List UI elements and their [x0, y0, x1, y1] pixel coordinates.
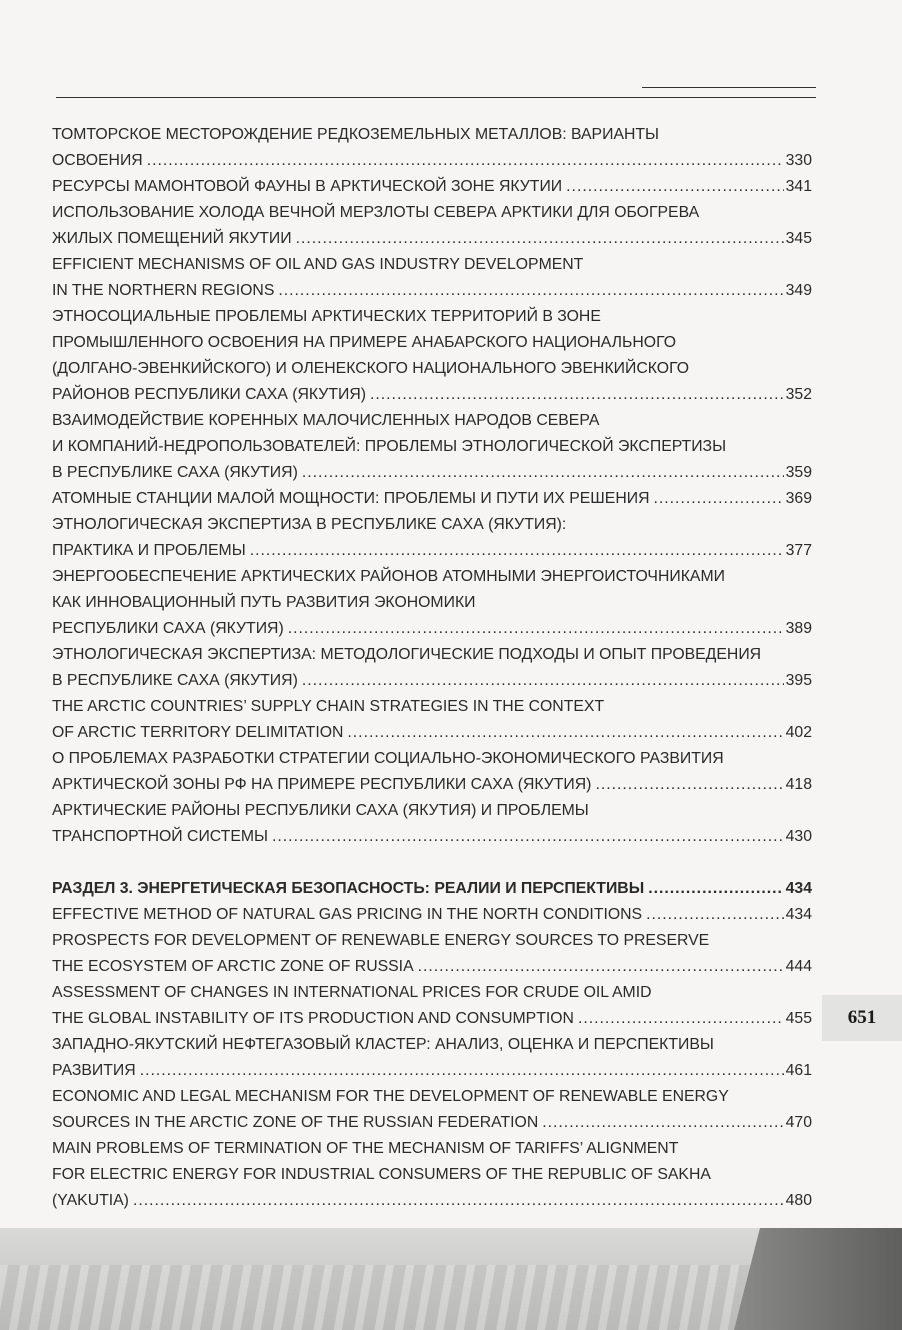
toc-page-number: 345	[785, 230, 812, 247]
toc-entry-title: ТОМТОРСКОЕ МЕСТОРОЖДЕНИЕ РЕДКОЗЕМЕЛЬНЫХ МЕТАЛЛОВ: ВАРИАНТЫ	[52, 126, 660, 143]
dot-leader	[542, 1110, 783, 1136]
toc-entry-continuation	[52, 694, 812, 720]
dot-leader	[646, 902, 784, 928]
toc-entry-title: РЕСУРСЫ МАМОНТОВОЙ ФАУНЫ В АРКТИЧЕСКОЙ ЗОНЕ ЯКУТИИ	[52, 178, 563, 195]
toc-entry	[52, 174, 812, 200]
toc-entry-title: ПРОМЫШЛЕННОГО ОСВОЕНИЯ НА ПРИМЕРЕ АНАБАРСКОГО НАЦИОНАЛЬНОГО	[52, 334, 677, 351]
toc-entry-title: THE ARCTIC COUNTRIES’ SUPPLY CHAIN STRATEGIES IN THE CONTEXT	[52, 698, 605, 715]
toc-page-number: 402	[785, 724, 812, 741]
toc-entry-title: ЭТНОСОЦИАЛЬНЫЕ ПРОБЛЕМЫ АРКТИЧЕСКИХ ТЕРРИТОРИЙ В ЗОНЕ	[52, 308, 601, 325]
toc-entry-title: РАЗВИТИЯ	[52, 1062, 136, 1079]
toc-entry-continuation	[52, 642, 812, 668]
toc-entry-title: И КОМПАНИЙ-НЕДРОПОЛЬЗОВАТЕЛЕЙ: ПРОБЛЕМЫ ЭТНОЛОГИЧЕСКОЙ ЭКСПЕРТИЗЫ	[52, 438, 727, 455]
toc-entry-continuation	[52, 1162, 812, 1188]
toc-entry-continuation	[52, 122, 812, 148]
toc-entry	[52, 1188, 812, 1214]
toc-entry	[52, 460, 812, 486]
toc-entry-continuation	[52, 200, 812, 226]
toc-entry-title: EFFICIENT MECHANISMS OF OIL AND GAS INDUSTRY DEVELOPMENT	[52, 256, 584, 273]
toc-entry-title: ЗАПАДНО-ЯКУТСКИЙ НЕФТЕГАЗОВЫЙ КЛАСТЕР: АНАЛИЗ, ОЦЕНКА И ПЕРСПЕКТИВЫ	[52, 1036, 714, 1053]
dot-leader	[272, 824, 784, 850]
toc-entry-title: (ДОЛГАНО-ЭВЕНКИЙСКОГО) И ОЛЕНЕКСКОГО НАЦИОНАЛЬНОГО ЭВЕНКИЙСКОГО	[52, 360, 690, 377]
toc-entry-title: РАЙОНОВ РЕСПУБЛИКИ САХА (ЯКУТИЯ)	[52, 386, 366, 403]
toc-entry-title: SOURCES IN THE ARCTIC ZONE OF THE RUSSIAN FEDERATION	[52, 1114, 539, 1131]
toc-entry	[52, 668, 812, 694]
dot-leader	[595, 772, 783, 798]
toc-entry-continuation	[52, 330, 812, 356]
toc-page-number: 389	[785, 620, 812, 637]
toc-entry	[52, 1110, 812, 1136]
toc-entry-continuation	[52, 798, 812, 824]
toc-entry-title: ЭТНОЛОГИЧЕСКАЯ ЭКСПЕРТИЗА: МЕТОДОЛОГИЧЕСКИЕ ПОДХОДЫ И ОПЫТ ПРОВЕДЕНИЯ	[52, 646, 762, 663]
dot-leader	[296, 226, 784, 252]
toc-page-number: 377	[785, 542, 812, 559]
toc-entry-title: ОСВОЕНИЯ	[52, 152, 143, 169]
toc-entry-title: FOR ELECTRIC ENERGY FOR INDUSTRIAL CONSUMERS OF THE REPUBLIC OF SAKHA	[52, 1166, 711, 1183]
table-of-contents	[52, 122, 812, 1214]
toc-entry-continuation	[52, 928, 812, 954]
toc-entry-title: ECONOMIC AND LEGAL MECHANISM FOR THE DEVELOPMENT OF RENEWABLE ENERGY	[52, 1088, 729, 1105]
dot-leader	[302, 668, 784, 694]
toc-entry	[52, 382, 812, 408]
toc-page-number: 470	[785, 1114, 812, 1131]
dot-leader	[147, 148, 784, 174]
toc-entry-title: THE ECOSYSTEM OF ARCTIC ZONE OF RUSSIA	[52, 958, 414, 975]
header-rule-short	[642, 87, 816, 88]
toc-page-number: 330	[785, 152, 812, 169]
header-rule	[56, 97, 816, 98]
toc-entry-title: THE GLOBAL INSTABILITY OF ITS PRODUCTION AND CONSUMPTION	[52, 1010, 574, 1027]
toc-entry-title: (YAKUTIA)	[52, 1192, 129, 1209]
toc-page-number: 369	[785, 490, 812, 507]
dot-leader	[370, 382, 784, 408]
toc-entry-title: В РЕСПУБЛИКЕ САХА (ЯКУТИЯ)	[52, 464, 298, 481]
dot-leader	[648, 876, 783, 902]
toc-entry	[52, 616, 812, 642]
toc-entry-continuation	[52, 1084, 812, 1110]
toc-page-number: 444	[785, 958, 812, 975]
toc-page-number: 461	[785, 1062, 812, 1079]
toc-entry-continuation	[52, 590, 812, 616]
toc-entry-title: О ПРОБЛЕМАХ РАЗРАБОТКИ СТРАТЕГИИ СОЦИАЛЬНО-ЭКОНОМИЧЕСКОГО РАЗВИТИЯ	[52, 750, 724, 767]
toc-entry-continuation	[52, 356, 812, 382]
toc-page-number: 434	[785, 880, 812, 897]
toc-entry-title: PROSPECTS FOR DEVELOPMENT OF RENEWABLE ENERGY SOURCES TO PRESERVE	[52, 932, 710, 949]
footer-dark-corner	[734, 1228, 902, 1330]
dot-leader	[347, 720, 783, 746]
dot-leader	[278, 278, 783, 304]
toc-entry-title: ЭНЕРГООБЕСПЕЧЕНИЕ АРКТИЧЕСКИХ РАЙОНОВ АТОМНЫМИ ЭНЕРГОИСТОЧНИКАМИ	[52, 568, 725, 585]
section-gap	[52, 850, 812, 876]
toc-entry	[52, 1058, 812, 1084]
toc-entry-continuation	[52, 252, 812, 278]
toc-page-number: 480	[785, 1192, 812, 1209]
toc-entry-continuation	[52, 1032, 812, 1058]
toc-page-number: 352	[785, 386, 812, 403]
toc-entry-continuation	[52, 304, 812, 330]
toc-entry-title: КАК ИННОВАЦИОННЫЙ ПУТЬ РАЗВИТИЯ ЭКОНОМИКИ	[52, 594, 476, 611]
toc-entry-continuation	[52, 512, 812, 538]
toc-entry	[52, 772, 812, 798]
dot-leader	[250, 538, 784, 564]
dot-leader	[578, 1006, 784, 1032]
toc-entry-continuation	[52, 564, 812, 590]
toc-entry-title: ПРАКТИКА И ПРОБЛЕМЫ	[52, 542, 246, 559]
toc-entry-title: ИСПОЛЬЗОВАНИЕ ХОЛОДА ВЕЧНОЙ МЕРЗЛОТЫ СЕВЕРА АРКТИКИ ДЛЯ ОБОГРЕВА	[52, 204, 700, 221]
toc-entry	[52, 824, 812, 850]
toc-entry-title: АРКТИЧЕСКОЙ ЗОНЫ РФ НА ПРИМЕРЕ РЕСПУБЛИКИ САХА (ЯКУТИЯ)	[52, 776, 592, 793]
toc-entry-continuation	[52, 434, 812, 460]
toc-entry	[52, 902, 812, 928]
dot-leader	[566, 174, 783, 200]
toc-entry-title: РАЗДЕЛ 3. ЭНЕРГЕТИЧЕСКАЯ БЕЗОПАСНОСТЬ: РЕАЛИИ И ПЕРСПЕКТИВЫ	[52, 880, 645, 897]
toc-page-number: 359	[785, 464, 812, 481]
toc-entry-title: ВЗАИМОДЕЙСТВИЕ КОРЕННЫХ МАЛОЧИСЛЕННЫХ НАРОДОВ СЕВЕРА	[52, 412, 600, 429]
toc-entry-title: АРКТИЧЕСКИЕ РАЙОНЫ РЕСПУБЛИКИ САХА (ЯКУТИЯ) И ПРОБЛЕМЫ	[52, 802, 589, 819]
toc-entry-title: АТОМНЫЕ СТАНЦИИ МАЛОЙ МОЩНОСТИ: ПРОБЛЕМЫ И ПУТИ ИХ РЕШЕНИЯ	[52, 490, 650, 507]
toc-entry-continuation	[52, 408, 812, 434]
page-number: 651	[847, 1007, 877, 1028]
toc-entry-title: OF ARCTIC TERRITORY DELIMITATION	[52, 724, 344, 741]
toc-entry	[52, 226, 812, 252]
toc-entry	[52, 278, 812, 304]
toc-entry	[52, 1006, 812, 1032]
dot-leader	[140, 1058, 784, 1084]
toc-entry-title: ТРАНСПОРТНОЙ СИСТЕМЫ	[52, 828, 269, 845]
toc-page-number: 349	[785, 282, 812, 299]
toc-entry-title: MAIN PROBLEMS OF TERMINATION OF THE MECHANISM OF TARIFFS’ ALIGNMENT	[52, 1140, 679, 1157]
toc-entry-continuation	[52, 1136, 812, 1162]
toc-page-number: 434	[785, 906, 812, 923]
toc-entry-title: ЖИЛЫХ ПОМЕЩЕНИЙ ЯКУТИИ	[52, 230, 292, 247]
toc-entry-title: РЕСПУБЛИКИ САХА (ЯКУТИЯ)	[52, 620, 284, 637]
toc-section-heading	[52, 876, 812, 902]
toc-entry	[52, 486, 812, 512]
toc-entry-title: ЭТНОЛОГИЧЕСКАЯ ЭКСПЕРТИЗА В РЕСПУБЛИКЕ САХА (ЯКУТИЯ):	[52, 516, 567, 533]
toc-page-number: 341	[785, 178, 812, 195]
dot-leader	[418, 954, 784, 980]
toc-page-number: 455	[785, 1010, 812, 1027]
dot-leader	[133, 1188, 784, 1214]
dot-leader	[302, 460, 784, 486]
dot-leader	[654, 486, 784, 512]
toc-entry	[52, 538, 812, 564]
toc-entry	[52, 148, 812, 174]
toc-entry	[52, 720, 812, 746]
toc-page-number: 430	[785, 828, 812, 845]
toc-entry-title: IN THE NORTHERN REGIONS	[52, 282, 275, 299]
toc-page-number: 395	[785, 672, 812, 689]
toc-entry-title: В РЕСПУБЛИКЕ САХА (ЯКУТИЯ)	[52, 672, 298, 689]
toc-entry-continuation	[52, 980, 812, 1006]
toc-entry-continuation	[52, 746, 812, 772]
page-number-tab	[822, 995, 902, 1041]
toc-entry-title: ASSESSMENT OF CHANGES IN INTERNATIONAL PRICES FOR CRUDE OIL AMID	[52, 984, 652, 1001]
toc-entry	[52, 954, 812, 980]
toc-page-number: 418	[785, 776, 812, 793]
dot-leader	[288, 616, 784, 642]
toc-entry-title: EFFECTIVE METHOD OF NATURAL GAS PRICING IN THE NORTH CONDITIONS	[52, 906, 643, 923]
